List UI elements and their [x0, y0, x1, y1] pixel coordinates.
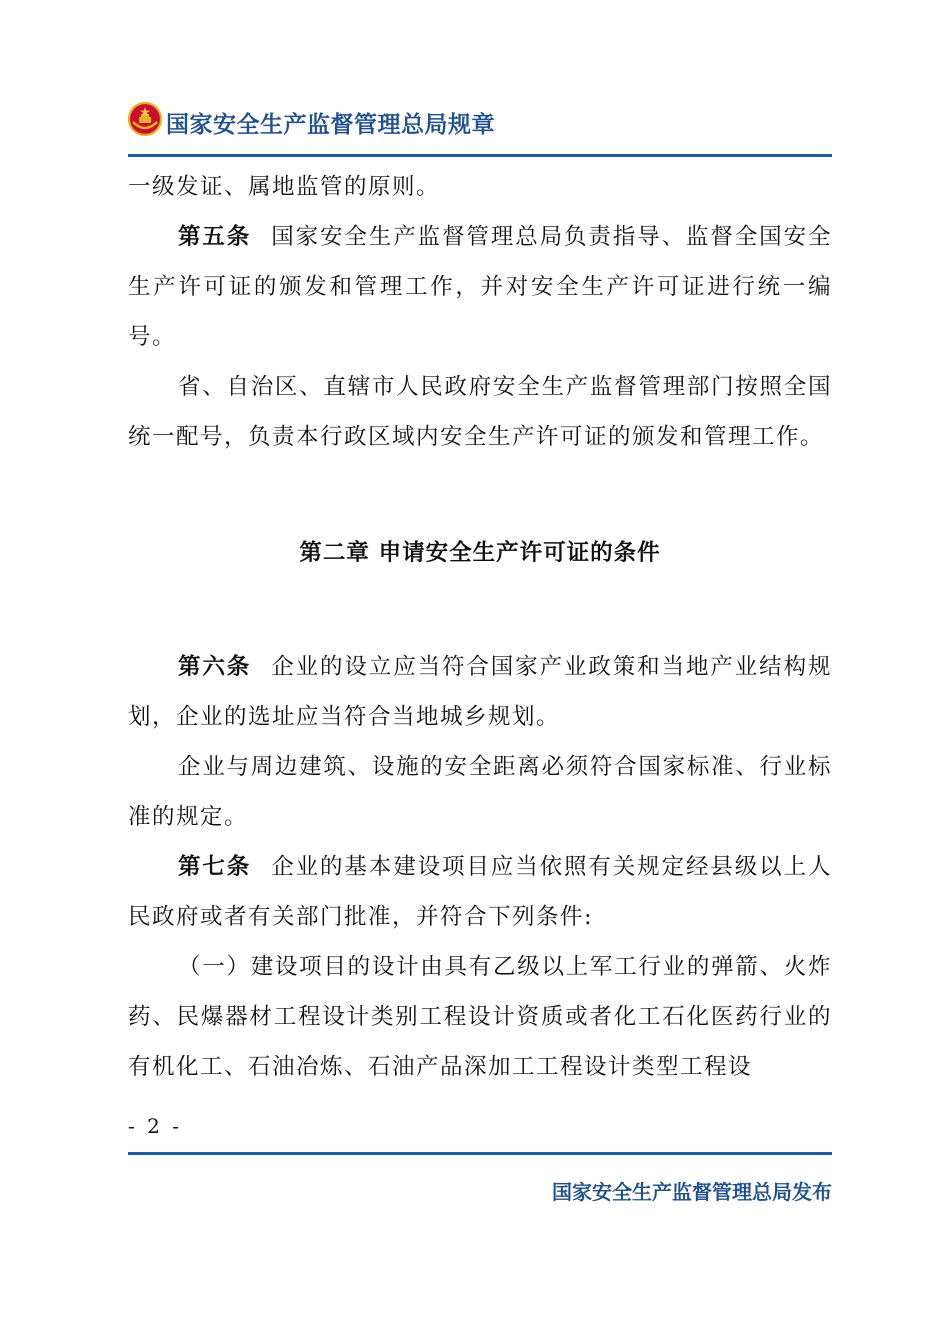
article-label: 第六条: [178, 654, 252, 680]
document-body: [128, 162, 832, 1092]
article-text: 国家安全生产监督管理总局负责指导、监督全国安全生产许可证的颁发和管理工作，并对安全生产许可证进行统一编号。: [128, 224, 832, 350]
paragraph: 一级发证、属地监管的原则。: [128, 174, 441, 200]
chapter-title: 第二章 申请安全生产许可证的条件: [299, 540, 661, 566]
article-text: 企业的基本建设项目应当依照有关规定经县级以上人民政府或者有关部门批准，并符合下列条件:: [128, 854, 832, 930]
article-label: 第五条: [178, 224, 252, 250]
paragraph: 省、自治区、直辖市人民政府安全生产监督管理部门按照全国统一配号，负责本行政区域内安全生产许可证的颁发和管理工作。: [128, 374, 832, 450]
header-title: 国家安全生产监督管理总局规章: [166, 112, 495, 138]
footer-divider: [128, 1152, 832, 1155]
article-label: 第七条: [178, 854, 252, 880]
article-text: 企业的设立应当符合国家产业政策和当地产业结构规划，企业的选址应当符合当地城乡规划。: [128, 654, 832, 730]
footer-publisher: 国家安全生产监督管理总局发布: [552, 1180, 832, 1204]
paragraph: 企业与周边建筑、设施的安全距离必须符合国家标准、行业标准的规定。: [128, 754, 832, 830]
page-header: [128, 98, 832, 158]
national-emblem-icon: [128, 102, 162, 136]
article-6-paragraph: [128, 642, 832, 742]
header-divider: [128, 154, 832, 157]
page-number: - 2 -: [128, 1114, 182, 1138]
article-7-paragraph: [128, 842, 832, 942]
article-5-paragraph: [128, 212, 832, 362]
list-item-paragraph: （一）建设项目的设计由具有乙级以上军工行业的弹箭、火炸药、民爆器材工程设计类别工程设计资质或者化工石化医药行业的有机化工、石油冶炼、石油产品深加工工程设计类型工程设: [128, 954, 832, 1080]
